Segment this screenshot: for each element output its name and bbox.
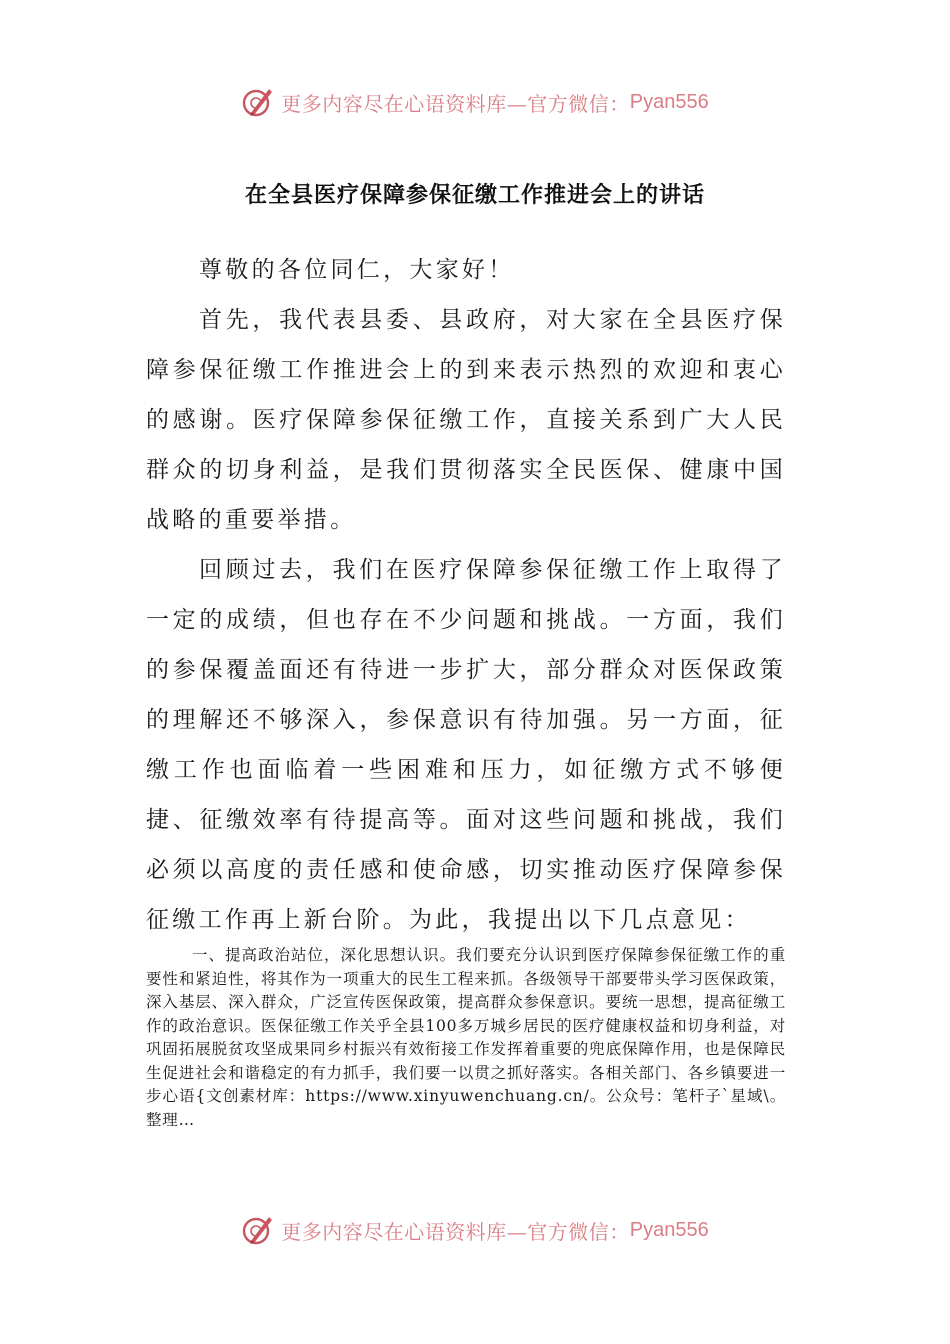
section-one <box>146 944 786 1132</box>
body-paragraph: 首先，我代表县委、县政府，对大家在全县医疗保障参保征缴工作推进会上的到来表示热烈的欢迎和衷心的感谢。医疗保障参保征缴工作，直接关系到广大人民群众的切身利益，是我们贯彻落实全民医保、健康中国战略的重要举措。 <box>146 307 786 533</box>
header-banner-text: 更多内容尽在心语资料库—官方微信： <box>281 91 630 116</box>
pen-logo-icon <box>241 1213 275 1247</box>
section-one-paragraph: 一、提高政治站位，深化思想认识。我们要充分认识到医疗保障参保征缴工作的重要性和紧迫性，将其作为一项重大的民生工程来抓。各级领导干部要带头学习医保政策，深入基层、深入群众，广泛宣传医保政策，提高群众参保意识。要统一思想，提高征缴工作的政治意识。医保征缴工作关乎全县100多万城乡居民的医疗健康权益和切身利益，对巩固拓展脱贫攻坚成果同乡村振兴有效衔接工作发挥着重要的兜底保障作用，也是保障民生促进社会和谐稳定的有力抓手，我们要一以贯之抓好落实。各相关部门、各乡镇要进一步心语{文创素材库：https://www.xinyuwenchuang.cn/。公众号：笔杆子`星域\。整理… <box>146 946 786 1129</box>
footer-banner-text: 更多内容尽在心语资料库—官方微信： <box>281 1219 630 1244</box>
body-paragraph: 回顾过去，我们在医疗保障参保征缴工作上取得了一定的成绩，但也存在不少问题和挑战。一方面，我们的参保覆盖面还有待进一步扩大，部分群众对医保政策的理解还不够深入，参保意识有待加强。另一方面，征缴工作也面临着一些困难和压力，如征缴方式不够便捷、征缴效率有待提高等。面对这些问题和挑战，我们必须以高度的责任感和使命感，切实推动医疗保障参保征缴工作再上新台阶。为此，我提出以下几点意见： <box>146 557 786 933</box>
footer-banner-id: Pyan556 <box>629 1218 709 1241</box>
header-banner-id: Pyan556 <box>629 90 709 113</box>
pen-logo-icon <box>241 85 275 119</box>
speech-body <box>146 245 786 945</box>
header-banner <box>0 82 950 122</box>
footer-banner <box>0 1210 950 1250</box>
greeting-paragraph: 尊敬的各位同仁，大家好！ <box>199 257 515 283</box>
document-title: 在全县医疗保障参保征缴工作推进会上的讲话 <box>244 183 705 208</box>
